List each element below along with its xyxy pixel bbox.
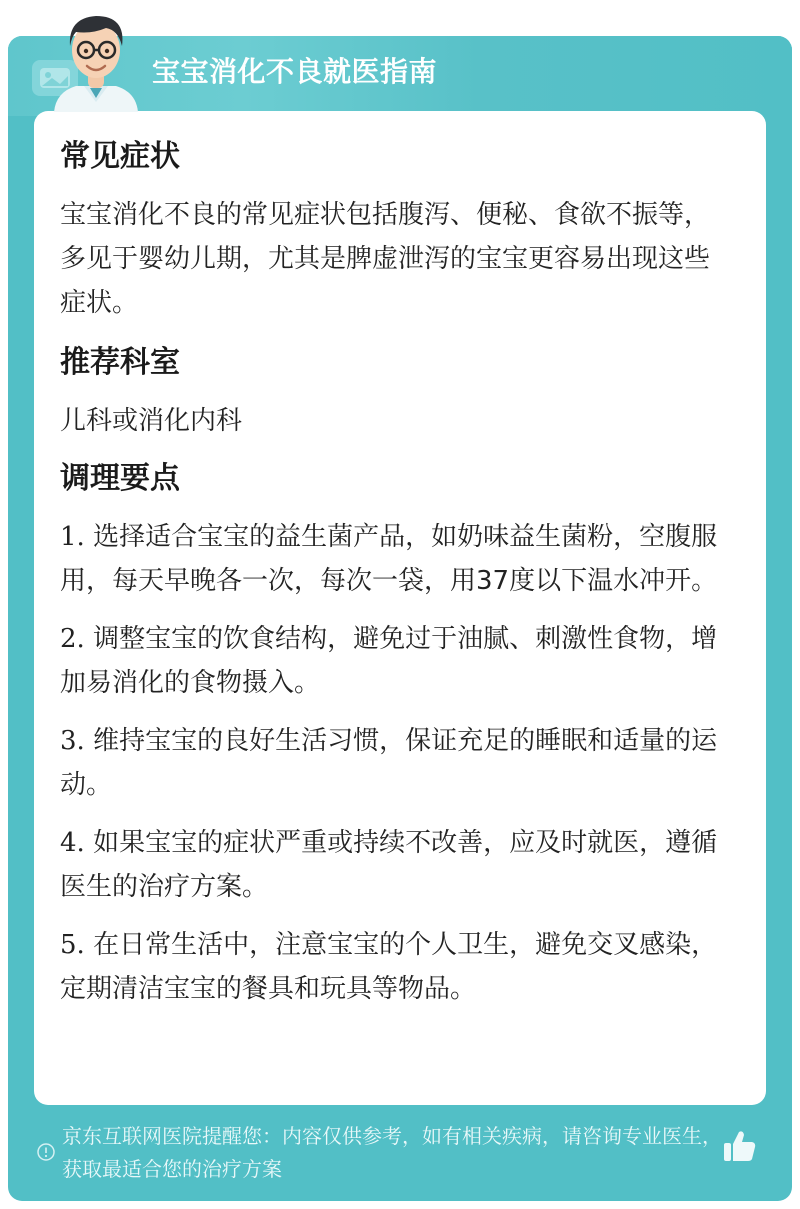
thumbs-up-icon[interactable] bbox=[720, 1126, 760, 1166]
department-text: 儿科或消化内科 bbox=[60, 406, 243, 436]
content-card bbox=[34, 111, 766, 1105]
list-item: 5. 在日常生活中，注意宝宝的个人卫生，避免交叉感染，定期清洁宝宝的餐具和玩具等物品。 bbox=[60, 930, 718, 1004]
symptoms-text: 宝宝消化不良的常见症状包括腹泻、便秘、食欲不振等，多见于婴幼儿期，尤其是脾虚泄泻的宝宝更容易出现这些症状。 bbox=[60, 200, 711, 318]
list-item: 4. 如果宝宝的症状严重或持续不改善，应及时就医，遵循医生的治疗方案。 bbox=[60, 828, 718, 902]
list-item: 2. 调整宝宝的饮食结构，避免过于油腻、刺激性食物，增加易消化的食物摄入。 bbox=[60, 624, 718, 698]
list-item: 3. 维持宝宝的良好生活习惯，保证充足的睡眠和适量的运动。 bbox=[60, 726, 718, 800]
section-title-symptoms: 常见症状 bbox=[60, 139, 180, 174]
info-icon bbox=[36, 1142, 56, 1162]
disclaimer-text: 京东互联网医院提醒您：内容仅供参考，如有相关疾病，请咨询专业医生，获取最适合您的治疗方案 bbox=[62, 1124, 722, 1181]
list-item: 1. 选择适合宝宝的益生菌产品，如奶味益生菌粉，空腹服用，每天早晚各一次，每次一袋，用37度以下温水冲开。 bbox=[60, 522, 718, 596]
doctor-avatar bbox=[40, 6, 152, 112]
content-body bbox=[60, 133, 728, 1025]
page-title: 宝宝消化不良就医指南 bbox=[152, 55, 438, 88]
section-title-care: 调理要点 bbox=[60, 461, 180, 496]
section-title-department: 推荐科室 bbox=[60, 345, 180, 380]
